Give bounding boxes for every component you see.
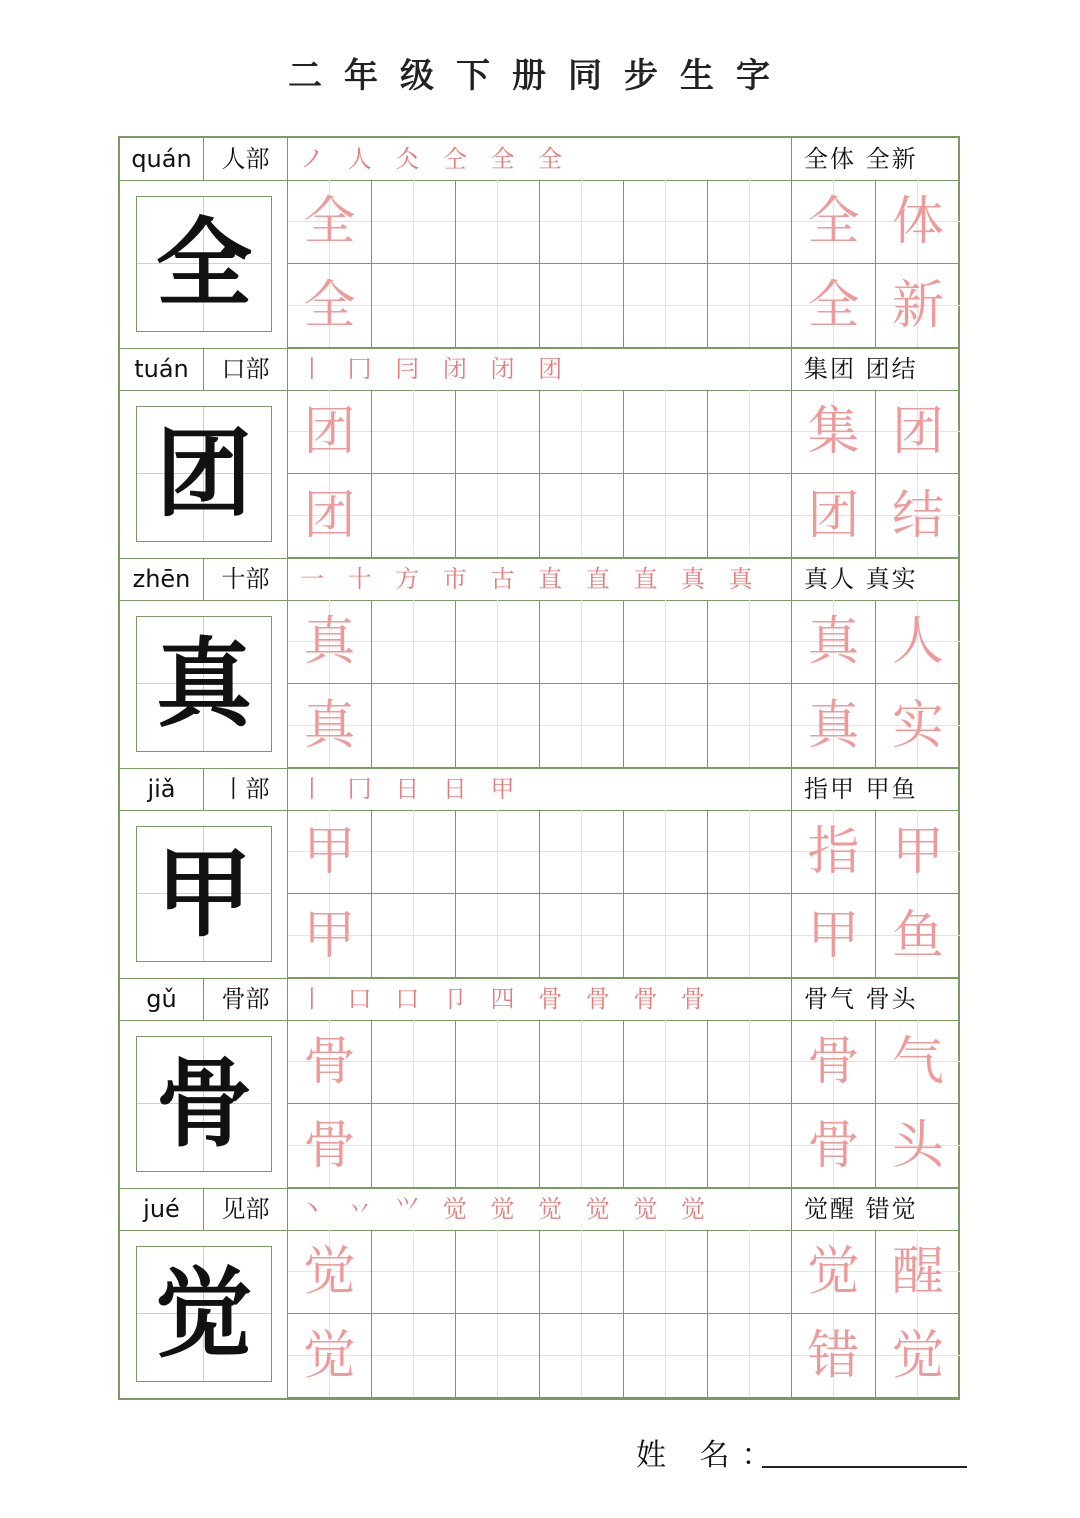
practice-square[interactable]	[708, 894, 792, 978]
word-square: 觉	[876, 1314, 960, 1398]
practice-square[interactable]	[372, 390, 456, 474]
trace-square: 骨	[288, 1020, 372, 1104]
word-square: 醒	[876, 1230, 960, 1314]
model-char-box	[120, 1230, 288, 1398]
trace-square: 觉	[288, 1314, 372, 1398]
practice-square[interactable]	[372, 1020, 456, 1104]
word-examples: 骨气 骨头	[804, 985, 918, 1013]
char-body	[120, 810, 958, 979]
trace-square: 全	[288, 264, 372, 348]
model-char-box	[120, 180, 288, 348]
page-title: 二年级下册同步生字	[288, 56, 792, 96]
practice-square[interactable]	[540, 1104, 624, 1188]
practice-square[interactable]	[372, 810, 456, 894]
practice-grid	[288, 1230, 958, 1398]
char-body	[120, 1230, 958, 1399]
practice-square[interactable]	[624, 1314, 708, 1398]
word-square: 气	[876, 1020, 960, 1104]
word-square: 头	[876, 1104, 960, 1188]
word-square: 真	[792, 600, 876, 684]
radical: 人部	[204, 138, 288, 180]
practice-square[interactable]	[540, 810, 624, 894]
model-char: 觉	[136, 1246, 272, 1382]
model-char-box	[120, 390, 288, 558]
practice-square[interactable]	[624, 684, 708, 768]
practice-square[interactable]	[708, 810, 792, 894]
char-block	[120, 768, 958, 978]
practice-square[interactable]	[372, 894, 456, 978]
practice-square[interactable]	[708, 684, 792, 768]
model-char-box	[120, 1020, 288, 1188]
char-header	[120, 138, 958, 181]
char-header	[120, 558, 958, 601]
word-square: 实	[876, 684, 960, 768]
name-line[interactable]	[762, 1466, 967, 1468]
practice-square[interactable]	[624, 474, 708, 558]
practice-grid	[288, 1020, 958, 1188]
practice-square[interactable]	[708, 1020, 792, 1104]
practice-square[interactable]	[624, 390, 708, 474]
word-square: 团	[792, 474, 876, 558]
practice-square[interactable]	[708, 1230, 792, 1314]
practice-square[interactable]	[624, 600, 708, 684]
radical: 见部	[204, 1188, 288, 1230]
trace-square: 团	[288, 390, 372, 474]
word-square: 新	[876, 264, 960, 348]
word-square: 甲	[876, 810, 960, 894]
model-char-box	[120, 810, 288, 978]
trace-square: 觉	[288, 1230, 372, 1314]
practice-square[interactable]	[456, 474, 540, 558]
word-square: 团	[876, 390, 960, 474]
trace-square: 甲	[288, 894, 372, 978]
practice-square[interactable]	[456, 390, 540, 474]
practice-square[interactable]	[540, 894, 624, 978]
practice-square[interactable]	[540, 684, 624, 768]
practice-square[interactable]	[540, 1230, 624, 1314]
model-char: 甲	[136, 826, 272, 962]
trace-square: 真	[288, 684, 372, 768]
practice-square[interactable]	[456, 180, 540, 264]
model-char-box	[120, 600, 288, 768]
practice-square[interactable]	[456, 1104, 540, 1188]
practice-square[interactable]	[372, 600, 456, 684]
stroke-order: ノ 人 仌 仝 全 全	[288, 138, 792, 180]
practice-square[interactable]	[624, 264, 708, 348]
radical: 丨部	[204, 768, 288, 810]
practice-square[interactable]	[456, 1230, 540, 1314]
pinyin: jiǎ	[120, 768, 204, 810]
char-block	[120, 138, 958, 348]
practice-grid	[288, 390, 958, 558]
practice-grid	[288, 600, 958, 768]
stroke-order: 丨 冂 冃 闭 闭 团	[288, 348, 792, 390]
word-square: 体	[876, 180, 960, 264]
practice-square[interactable]	[456, 1314, 540, 1398]
practice-square[interactable]	[372, 1314, 456, 1398]
practice-square[interactable]	[372, 1230, 456, 1314]
practice-square[interactable]	[540, 1314, 624, 1398]
char-header	[120, 768, 958, 811]
practice-square[interactable]	[540, 474, 624, 558]
word-square: 甲	[792, 894, 876, 978]
char-header	[120, 978, 958, 1021]
model-char: 团	[136, 406, 272, 542]
stroke-order: 丶 丷 ⺍ 觉 觉 觉 觉 觉 觉	[288, 1188, 792, 1230]
word-square: 错	[792, 1314, 876, 1398]
char-block	[120, 978, 958, 1188]
practice-square[interactable]	[372, 264, 456, 348]
word-square: 人	[876, 600, 960, 684]
word-square: 全	[792, 180, 876, 264]
practice-square[interactable]	[456, 894, 540, 978]
char-body	[120, 180, 958, 349]
char-block	[120, 558, 958, 768]
pinyin: quán	[120, 138, 204, 180]
practice-square[interactable]	[372, 180, 456, 264]
practice-square[interactable]	[372, 474, 456, 558]
practice-square[interactable]	[708, 1104, 792, 1188]
practice-square[interactable]	[624, 894, 708, 978]
practice-square[interactable]	[540, 180, 624, 264]
word-examples: 指甲 甲鱼	[804, 775, 918, 803]
pinyin: tuán	[120, 348, 204, 390]
word-square: 结	[876, 474, 960, 558]
practice-square[interactable]	[624, 810, 708, 894]
stroke-order: 丨 冂 日 日 甲	[288, 768, 792, 810]
practice-square[interactable]	[456, 264, 540, 348]
word-examples: 觉醒 错觉	[804, 1195, 918, 1223]
word-square: 骨	[792, 1020, 876, 1104]
practice-square[interactable]	[708, 474, 792, 558]
word-examples: 全体 全新	[804, 145, 918, 173]
model-char: 全	[136, 196, 272, 332]
practice-square[interactable]	[708, 600, 792, 684]
word-square: 指	[792, 810, 876, 894]
trace-square: 团	[288, 474, 372, 558]
practice-square[interactable]	[708, 390, 792, 474]
practice-square[interactable]	[456, 810, 540, 894]
char-body	[120, 600, 958, 769]
word-square: 集	[792, 390, 876, 474]
practice-square[interactable]	[456, 1020, 540, 1104]
char-block	[120, 1188, 958, 1398]
stroke-order: 丨 口 口 卩 四 骨 骨 骨 骨	[288, 978, 792, 1020]
word-square: 骨	[792, 1104, 876, 1188]
model-char: 真	[136, 616, 272, 752]
trace-square: 全	[288, 180, 372, 264]
trace-square: 骨	[288, 1104, 372, 1188]
practice-square[interactable]	[708, 180, 792, 264]
word-examples: 集团 团结	[804, 355, 918, 383]
name-label: 姓 名：	[636, 1438, 784, 1473]
practice-square[interactable]	[540, 600, 624, 684]
practice-square[interactable]	[708, 1314, 792, 1398]
char-header	[120, 1188, 958, 1231]
practice-square[interactable]	[540, 1020, 624, 1104]
word-square: 真	[792, 684, 876, 768]
radical: 十部	[204, 558, 288, 600]
practice-square[interactable]	[624, 1020, 708, 1104]
practice-grid	[288, 180, 958, 348]
word-square: 觉	[792, 1230, 876, 1314]
practice-square[interactable]	[624, 1104, 708, 1188]
practice-square[interactable]	[456, 684, 540, 768]
pinyin: zhēn	[120, 558, 204, 600]
practice-square[interactable]	[624, 180, 708, 264]
radical: 口部	[204, 348, 288, 390]
model-char: 骨	[136, 1036, 272, 1172]
word-examples: 真人 真实	[804, 565, 918, 593]
practice-grid	[288, 810, 958, 978]
practice-square[interactable]	[624, 1230, 708, 1314]
word-square: 全	[792, 264, 876, 348]
trace-square: 真	[288, 600, 372, 684]
word-square: 鱼	[876, 894, 960, 978]
practice-sheet	[118, 136, 960, 1400]
pinyin: gǔ	[120, 978, 204, 1020]
char-body	[120, 390, 958, 559]
char-block	[120, 348, 958, 558]
practice-square[interactable]	[540, 390, 624, 474]
practice-square[interactable]	[372, 684, 456, 768]
char-header	[120, 348, 958, 391]
char-body	[120, 1020, 958, 1189]
practice-square[interactable]	[456, 600, 540, 684]
radical: 骨部	[204, 978, 288, 1020]
trace-square: 甲	[288, 810, 372, 894]
stroke-order: 一 十 方 市 古 直 直 直 真 真	[288, 558, 792, 600]
practice-square[interactable]	[540, 264, 624, 348]
practice-square[interactable]	[372, 1104, 456, 1188]
practice-square[interactable]	[708, 264, 792, 348]
pinyin: jué	[120, 1188, 204, 1230]
